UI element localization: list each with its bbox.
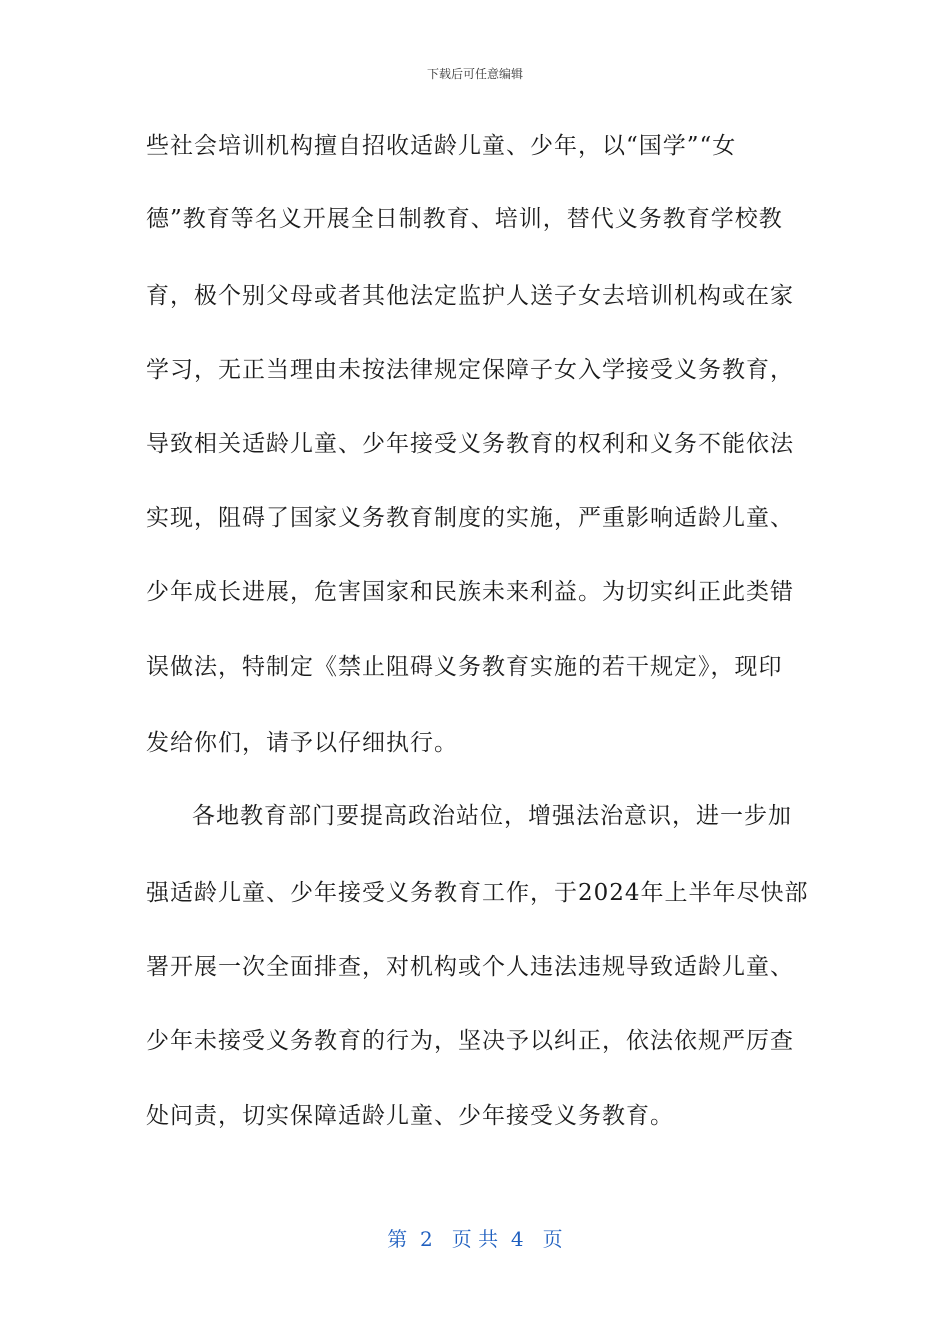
text-line: 导致相关适龄儿童、少年接受义务教育的权利和义务不能依法 [146, 431, 794, 457]
text-line: 少年未接受义务教育的行为，坚决予以纠正，依法依规严厉查 [146, 1028, 794, 1054]
text-line: 实现，阻碍了国家义务教育制度的实施，严重影响适龄儿童、 [146, 505, 794, 531]
text-line: 强适龄儿童、少年接受义务教育工作，于2024年上半年尽快部 [146, 880, 809, 906]
text-line: 处问责，切实保障适龄儿童、少年接受义务教育。 [146, 1103, 674, 1129]
text-line: 发给你们，请予以仔细执行。 [146, 730, 458, 756]
text-line: 育，极个别父母或者其他法定监护人送子女去培训机构或在家 [146, 283, 794, 309]
paragraph-first-line: 各地教育部门要提高政治站位，增强法治意识，进一步加 [192, 803, 792, 829]
text-line: 署开展一次全面排查，对机构或个人违法违规导致适龄儿童、 [146, 954, 794, 980]
text-line: 学习，无正当理由未按法律规定保障子女入学接受义务教育， [146, 357, 794, 383]
text-line: 误做法，特制定《禁止阻碍义务教育实施的若干规定》，现印 [146, 654, 783, 680]
text-line: 少年成长进展，危害国家和民族未来利益。为切实纠正此类错 [146, 579, 794, 605]
page-number-footer: 第 2 页 共 4 页 [387, 1227, 563, 1251]
text-line: 德”教育等名义开展全日制教育、培训，替代义务教育学校教 [146, 206, 783, 232]
page-header-note: 下载后可任意编辑 [426, 67, 523, 81]
text-line: 些社会培训机构擅自招收适龄儿童、少年，以“国学”“女 [146, 133, 737, 159]
